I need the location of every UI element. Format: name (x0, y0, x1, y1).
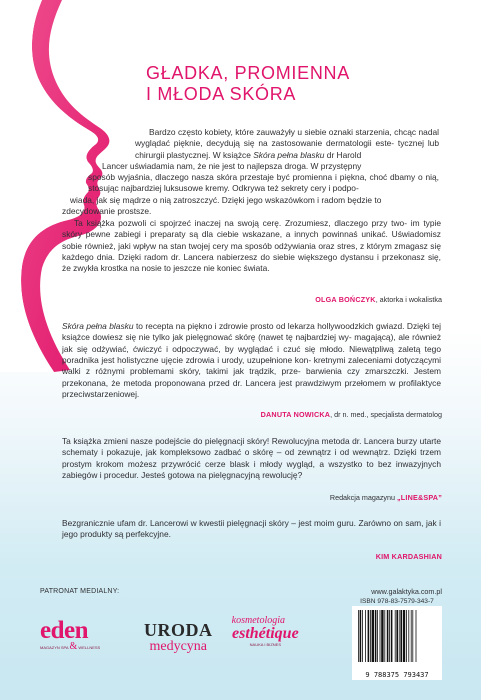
uroda-medycyna-logo: URODA medycyna (144, 620, 213, 654)
barcode-bar (403, 610, 405, 662)
barcode-bar (399, 610, 400, 662)
signature-olga-bonczyk: OLGA BOŃCZYK, aktorka i wokalistka (315, 295, 442, 304)
barcode-bar (411, 610, 412, 662)
intro-paragraph-1-e: zdecydowanie prostsze. (62, 206, 152, 216)
intro-paragraph-1-b: Lancer uświadamia nam, że nie jest to najlepsza droga. W przystępny (102, 161, 362, 171)
isbn-number: ISBN 978-83-7579-343-7 (360, 598, 434, 605)
patronat-label: PATRONAT MEDIALNY: (40, 588, 120, 595)
barcode-bar (365, 610, 366, 662)
barcode-bar (362, 610, 363, 662)
barcode-bar (381, 610, 383, 662)
barcode-bar (375, 610, 377, 662)
barcode-bar (372, 610, 374, 662)
barcode-bar (387, 610, 389, 662)
barcode-bar (358, 610, 359, 662)
publisher-website: www.galaktyka.com.pl (371, 587, 442, 596)
signature-line-and-spa: Redakcja magazynu „LINE&SPA” (329, 493, 442, 502)
barcode-bar (406, 610, 407, 662)
kosmetologia-esthetique-logo: kosmetologia esthétique NAUKA I BIZNES (231, 615, 299, 647)
barcode-bar (368, 610, 370, 662)
barcode-digits: 9 788375 793437 (365, 671, 429, 679)
intro-paragraph-1-c: sposób wyjaśnia, dlaczego nasza skóra przestaje być promienna i piękna, choć dbamy o nią, stosując najbardziej luksusowe kremy. Odkrywa też sekrety cery i podpo- (88, 172, 439, 194)
barcode-bar (395, 610, 396, 662)
barcode-bar (400, 610, 402, 662)
signature-kim-kardashian: KIM KARDASHIAN (375, 552, 442, 561)
quote-kim-kardashian: Bezgranicznie ufam dr. Lancerowi w kwestii pielęgnacji skóry – jest moim guru. Zarówno on sam, jak i jego produkty są perfekcyjne. (62, 518, 441, 540)
barcode-bar (380, 610, 381, 662)
intro-paragraph-2: Ta książka pozwoli ci spojrzeć inaczej na swoją cerę. Zrozumiesz, dlaczego przy two- im typie skóry pewne zabiegi i preparaty są dla ciebie wskazane, a innych powinnaś unikać. Uświadomisz sobie również, jaki wpływ na stan twojej cery ma sposób odżywiania oraz stres, z którym zmagasz się każdego dnia. Dzięki radom dr. Lancera nabierzesz do siebie większego dystansu i przekonasz się, że zwykła krostka na nosie to jeszcze nie koniec świata. (62, 218, 442, 274)
signature-danuta-nowicka: DANUTA NOWICKA, dr n. med., specjalista dermatolog (260, 410, 442, 419)
barcode-bar (416, 610, 417, 662)
intro-paragraph-1-a: Bardzo często kobiety, które zauważyły u siebie oznaki starzenia, chcąc nadal wyglądać pięknie, decydują się na zastosowanie dermatologii este- tycznej lub chirurgii plastycznej. W książce Skóra pełna blasku dr Harold (135, 127, 439, 160)
intro-paragraph-1-d: wiada, jak się mądrze o nią zatroszczyć. Dzięki jego wskazówkom i radom będzie to (70, 195, 382, 205)
barcode-bar (360, 610, 362, 662)
quote-danuta-nowicka: Skóra pełna blasku to recepta na piękno i zdrowie prosto od lekarza hollywoodzkich gwiazd. Dzięki tej książce dowiesz się nie tylko jak pielęgnować skórę (nawet tę najbardziej wy- magającą), ale również jak się odżywiać, ćwiczyć i odpoczywać, by wyglądać i czuć się młodo. Niewątpliwą zaletą tego poradnika jest holistyczne ujęcie zdrowia i urody, uzupełnione kon- kretnymi zaleceniami dotyczącymi walki z różnymi problemami skóry, takimi jak trądzik, prze- barwienia czy zmarszczki. Jestem przekonana, że metoda proponowana przed dr. Lancera jest prawdziwym przełomem w profilaktyce przeciwstarzeniowej. (62, 321, 442, 400)
barcode-bar (384, 610, 385, 662)
barcode-bar (408, 610, 409, 662)
book-title-italic: Skóra pełna blasku (62, 321, 134, 331)
back-cover-title-line1: GŁADKA, PROMIENNA (146, 63, 350, 83)
barcode-bar (412, 610, 413, 662)
book-title-italic: Skóra pełna blasku (253, 149, 325, 160)
barcode-icon (352, 608, 442, 670)
barcode-bar (389, 610, 390, 662)
barcode-bar (377, 610, 378, 662)
barcode-bar (396, 610, 398, 662)
barcode-bar (370, 610, 371, 662)
barcode-bar (391, 610, 393, 662)
eden-logo: eden MAGAZYN SPA & WELLNESS (40, 617, 101, 652)
barcode-area (352, 606, 442, 680)
quote-line-and-spa: Ta książka zmieni nasze podejście do pielęgnacji skóry! Rewolucyjna metoda dr. Lancera burzy utarte schematy i pokazuje, jak kompleksowo zadbać o skórę – od zewnątrz i od wewnątrz. Dzięki trzem prostym krokom możesz przywrócić cerze blask i młody wygląd, a wszystko to bez inwazyjnych zabiegów i procedur. Jesteś gotowa na pielęgnacyjną rewolucję? (62, 436, 442, 481)
back-cover-title-line2: I MŁODA SKÓRA (146, 84, 297, 104)
